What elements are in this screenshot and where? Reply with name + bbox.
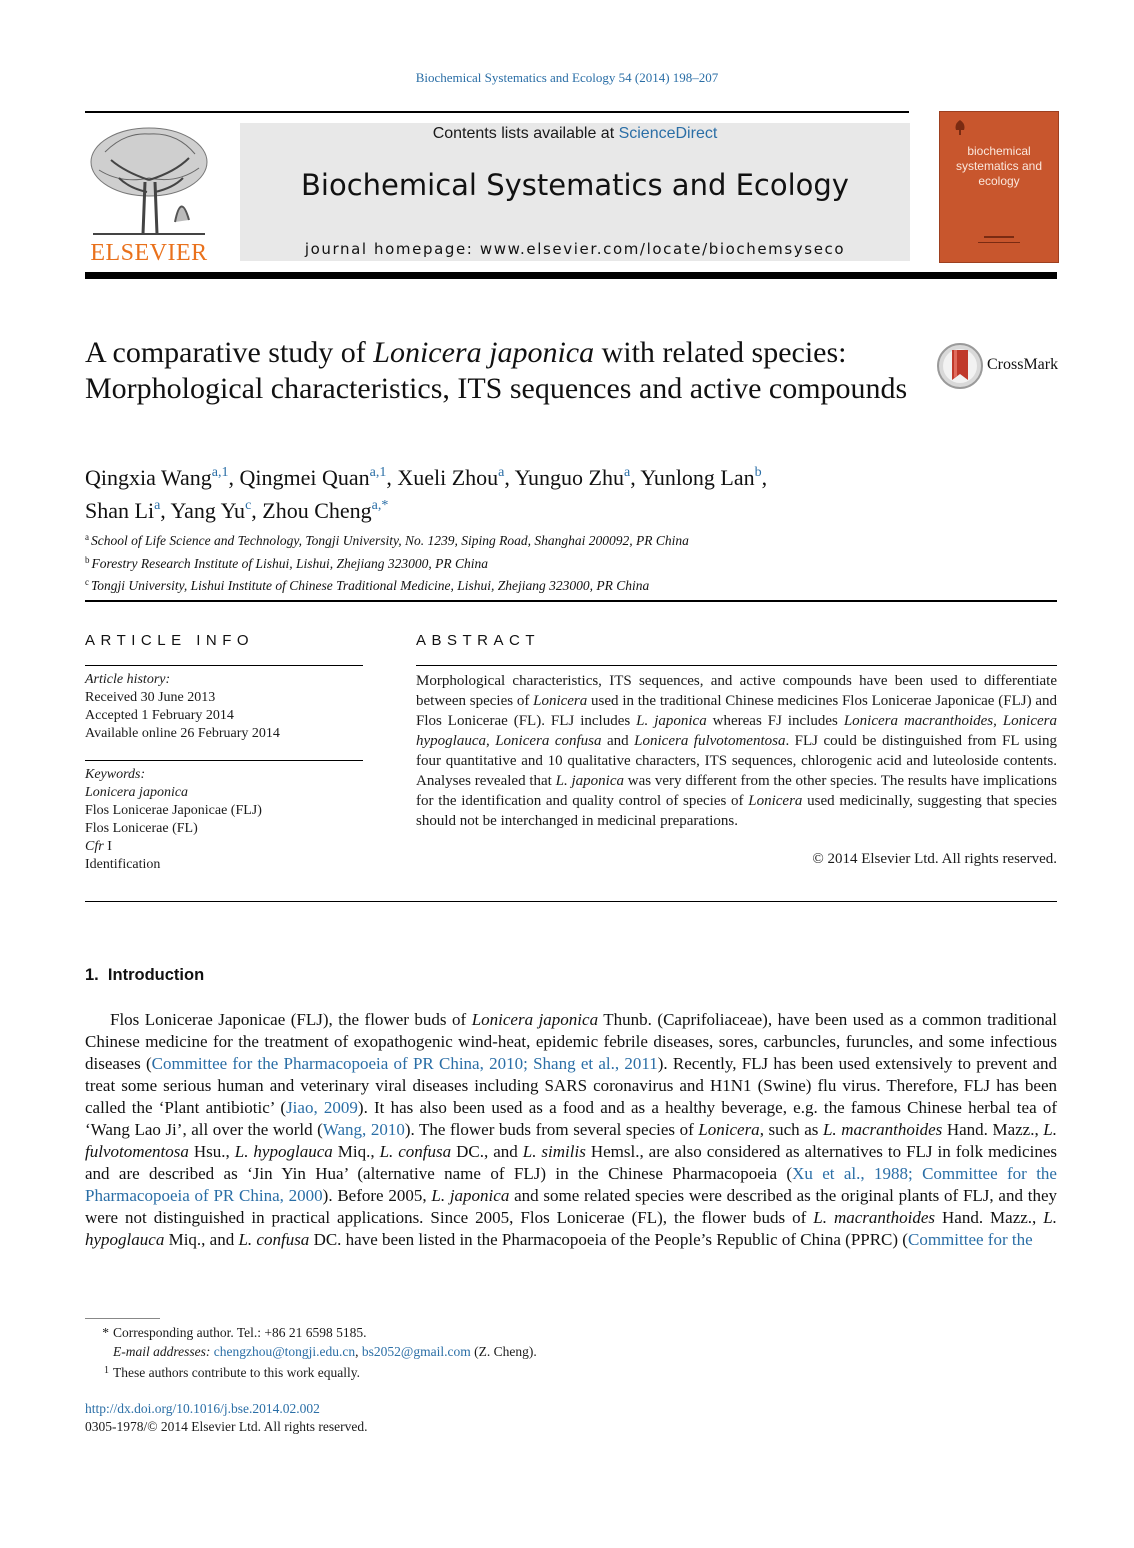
author-name[interactable]: Zhou Cheng bbox=[262, 498, 372, 523]
text-run: DC., and bbox=[451, 1142, 523, 1161]
section-divider bbox=[85, 600, 1057, 602]
text-run: ). Recently, FLJ has been used extensively to prevent and treat some serious human and veterinary viral diseases including SARS coronavirus and H1N1 (Swine) flu virus. Therefore, FLJ has been called the ‘Plant antibiotic’ ( bbox=[85, 1054, 1057, 1117]
text-run: ). The flower buds from several species of bbox=[404, 1120, 699, 1139]
elsevier-wordmark: ELSEVIER bbox=[90, 240, 208, 266]
email-link[interactable]: bs2052@gmail.com bbox=[361, 1344, 471, 1359]
article-title bbox=[85, 335, 915, 407]
keyword-item: Flos Lonicerae (FL) bbox=[85, 821, 198, 836]
affiliation-text: School of Life Science and Technology, Tongji University, No. 1239, Siping Road, Shanghai 200092, PR China bbox=[91, 533, 689, 548]
crossmark-label: CrossMark bbox=[987, 356, 1059, 373]
email-link[interactable]: chengzhou@tongji.edu.cn bbox=[213, 1344, 356, 1359]
text-run: Miq., and bbox=[164, 1230, 239, 1249]
title-part-2: with related species: Morphological characteristics, ITS sequences and active compounds bbox=[85, 336, 908, 405]
italic-term: Lonicera japonica bbox=[471, 1010, 599, 1029]
italic-term: L. japonica bbox=[636, 713, 707, 729]
history-label: Article history: bbox=[85, 672, 171, 687]
italic-term: L. hypoglauca bbox=[85, 1208, 1058, 1249]
keyword-item: Identification bbox=[85, 857, 161, 872]
text-run: Hand. Mazz., bbox=[935, 1208, 1044, 1227]
keywords bbox=[85, 766, 365, 874]
affiliation-text: Tongji University, Lishui Institute of Chinese Traditional Medicine, Lishui, Zhejiang 323000, PR China bbox=[91, 578, 650, 593]
text-run: , such as bbox=[759, 1120, 823, 1139]
affiliation-mark: c bbox=[85, 577, 89, 587]
section-divider bbox=[85, 901, 1057, 902]
email-footnote: E-mail addresses: chengzhou@tongji.edu.cn, bs2052@gmail.com (Z. Cheng). bbox=[113, 1344, 537, 1359]
keyword-item bbox=[85, 838, 365, 856]
text-run: used medicinally, suggesting that species should not be interchanged in medicinal preparations. bbox=[416, 793, 1058, 829]
crossmark-icon bbox=[936, 342, 984, 390]
journal-citation-link[interactable]: Biochemical Systematics and Ecology 54 (2014) 198–207 bbox=[415, 70, 719, 85]
italic-term: L. japonica bbox=[555, 773, 624, 789]
citation-link[interactable]: Committee for the Pharmacopoeia of PR China, 2010; Shang et al., 2011 bbox=[151, 1054, 658, 1073]
citation-link[interactable]: Committee for the bbox=[907, 1230, 1033, 1249]
italic-term: Lonicera hypoglauca bbox=[416, 713, 1057, 749]
accepted-date: Accepted 1 February 2014 bbox=[85, 708, 234, 723]
equal-contribution-text: These authors contribute to this work equally. bbox=[113, 1365, 360, 1380]
keywords-label: Keywords: bbox=[85, 767, 146, 782]
cover-divider bbox=[978, 242, 1020, 243]
author-list: Qingxia Wang$^{a,1}$, Qingmei Quan$^{a,1}$, Xueli Zhou$^a$, Yunguo Zhu$^a$, Yunlong Lan$^b$, Shan Li$^a$, Yang Yu$^c$, Zhou Cheng$^{a,*}$ bbox=[85, 465, 768, 523]
email-label: E-mail addresses: bbox=[113, 1344, 211, 1359]
text-run: was very different from the other species. The results have implications for the identification and quality control of species of bbox=[416, 773, 1057, 809]
affiliation-mark: b bbox=[85, 554, 90, 565]
keyword-cfr-suffix: I bbox=[103, 839, 112, 854]
affiliation-text: Forestry Research Institute of Lishui, Lishui, Zhejiang 323000, PR China bbox=[91, 555, 488, 571]
text-run: Flos Lonicerae Japonicae (FLJ), the flower buds of bbox=[110, 1010, 472, 1029]
abstract-heading: ABSTRACT bbox=[416, 632, 541, 649]
affiliation-item bbox=[85, 528, 985, 551]
author-name[interactable]: Shan Li bbox=[85, 498, 155, 523]
abstract-copyright: © 2014 Elsevier Ltd. All rights reserved. bbox=[812, 851, 1057, 867]
author-name[interactable]: Xueli Zhou bbox=[397, 465, 499, 490]
author-name[interactable]: Qingmei Quan bbox=[239, 465, 370, 490]
email-owner: (Z. Cheng). bbox=[470, 1344, 537, 1359]
sciencedirect-link[interactable]: ScienceDirect bbox=[618, 125, 718, 142]
affiliation-mark: a bbox=[85, 532, 89, 542]
author-affiliation-mark[interactable]: a,1 bbox=[369, 465, 387, 480]
introduction-heading: 1. Introduction bbox=[85, 966, 205, 984]
text-run: , bbox=[993, 713, 1003, 729]
text-run: . FLJ could be distinguished from FL using four quantitative and 10 qualitative characters, ITS sequences, chlorogenic acid and luteoloside contents. Analyses revealed that bbox=[416, 733, 1057, 789]
crossmark-button[interactable] bbox=[936, 342, 1066, 390]
contents-prefix: Contents lists available at bbox=[432, 125, 619, 142]
italic-term: L. similis bbox=[522, 1142, 586, 1161]
text-run: used in the traditional Chinese medicines Flos Lonicerae Japonicae (FLJ) and Flos Lonicerae (FL). FLJ includes bbox=[416, 693, 1057, 729]
italic-term: Lonicera confusa bbox=[495, 733, 602, 749]
abstract-text bbox=[416, 671, 1057, 831]
italic-term: L. macranthoides bbox=[822, 1120, 943, 1139]
article-info-rule bbox=[85, 665, 363, 666]
cover-sciencedirect-mark bbox=[984, 236, 1014, 238]
journal-homepage-link[interactable]: journal homepage: www.elsevier.com/locate/biochemsyseco bbox=[304, 240, 846, 258]
text-run: DC. have been listed in the Pharmacopoeia of the People’s Republic of China (PPRC) ( bbox=[309, 1230, 908, 1249]
corresponding-footnote bbox=[85, 1323, 985, 1342]
author-name[interactable]: Yang Yu bbox=[170, 498, 246, 523]
title-species: Lonicera japonica bbox=[373, 336, 595, 369]
italic-term: Lonicera macranthoides bbox=[843, 713, 994, 729]
received-date: Received 30 June 2013 bbox=[85, 690, 216, 705]
italic-term: L. japonica bbox=[431, 1186, 510, 1205]
citation-link[interactable]: Jiao, 2009 bbox=[286, 1098, 358, 1117]
keyword-cfr: Cfr bbox=[85, 839, 104, 854]
footnote-mark: 1 bbox=[104, 1365, 109, 1376]
online-date: Available online 26 February 2014 bbox=[85, 726, 280, 741]
author-name[interactable]: Qingxia Wang bbox=[85, 465, 212, 490]
journal-title: Biochemical Systematics and Ecology bbox=[301, 168, 849, 202]
doi-link[interactable]: http://dx.doi.org/10.1016/j.bse.2014.02.002 bbox=[85, 1401, 320, 1416]
keywords-rule bbox=[85, 760, 363, 761]
keyword-item: Flos Lonicerae Japonicae (FLJ) bbox=[85, 803, 262, 818]
author-affiliation-mark[interactable]: c bbox=[245, 498, 252, 513]
masthead-top-rule bbox=[85, 111, 909, 113]
citation-link[interactable]: Xu et al., 1988; Committee for the Pharmacopoeia of PR China, 2000 bbox=[85, 1164, 1057, 1205]
author-name[interactable]: Yunguo Zhu bbox=[514, 465, 624, 490]
elsevier-tree-icon bbox=[85, 122, 213, 240]
cover-logo-icon bbox=[952, 118, 968, 136]
doi-block bbox=[85, 1400, 367, 1436]
equal-contribution-footnote bbox=[85, 1361, 985, 1382]
text-run: Hand. Mazz., bbox=[942, 1120, 1044, 1139]
italic-term: L. macranthoides bbox=[813, 1208, 936, 1227]
italic-term: L. hypoglauca bbox=[234, 1142, 333, 1161]
journal-cover-thumbnail[interactable] bbox=[939, 111, 1059, 263]
footnote-mark: * bbox=[102, 1325, 109, 1340]
abstract-rule bbox=[416, 665, 1057, 666]
author-affiliation-mark[interactable]: a,* bbox=[371, 498, 389, 513]
italic-term: Lonicera bbox=[533, 693, 588, 709]
text-run: , bbox=[485, 733, 496, 749]
cover-title: biochemical systematics and ecology bbox=[955, 144, 1043, 188]
citation-link[interactable]: Wang, 2010 bbox=[322, 1120, 405, 1139]
affiliations bbox=[85, 528, 985, 596]
text-run: Miq., bbox=[332, 1142, 380, 1161]
affiliation-item bbox=[85, 551, 985, 574]
corresponding-text: Corresponding author. Tel.: +86 21 6598 5185. bbox=[113, 1325, 367, 1340]
italic-term: Lonicera bbox=[748, 793, 803, 809]
author-affiliation-mark[interactable]: b bbox=[754, 465, 762, 480]
italic-term: L. confusa bbox=[238, 1230, 310, 1249]
italic-term: Lonicera bbox=[698, 1120, 760, 1139]
text-run: Hsu., bbox=[188, 1142, 235, 1161]
italic-term: L. fulvotomentosa bbox=[85, 1120, 1057, 1161]
text-run: ). Before 2005, bbox=[322, 1186, 432, 1205]
contents-available-line bbox=[240, 125, 910, 143]
footnotes bbox=[85, 1323, 985, 1382]
italic-term: L. confusa bbox=[379, 1142, 452, 1161]
journal-masthead-box bbox=[240, 123, 910, 261]
article-history bbox=[85, 671, 365, 743]
introduction-paragraph bbox=[85, 1009, 1057, 1251]
author-affiliation-mark[interactable]: a bbox=[154, 498, 161, 513]
issn-copyright: 0305-1978/© 2014 Elsevier Ltd. All rights reserved. bbox=[85, 1419, 368, 1434]
text-run: and bbox=[601, 733, 635, 749]
text-run: whereas FJ includes bbox=[706, 713, 844, 729]
masthead-bottom-rule bbox=[85, 272, 1057, 279]
text-run: and some related species were described as the original plants of FLJ, and they were not distinguished in practical applications. Since 2005, Flos Lonicerae (FL), the flower buds of bbox=[85, 1186, 1057, 1227]
affiliation-item bbox=[85, 573, 985, 596]
author-affiliation-mark[interactable]: a,1 bbox=[211, 465, 229, 480]
text-run: Hemsl., are also considered as alternatives to FLJ in folk medicines and are described as ‘Jin Yin Hua’ (alternative name of FLJ) in the Chinese Pharmacopoeia ( bbox=[85, 1142, 1057, 1183]
text-run: Morphological characteristics, ITS sequences, and active compounds have been used to differentiate between species of bbox=[416, 673, 1057, 709]
author-affiliation-mark[interactable]: a bbox=[623, 465, 631, 480]
text-run: ). It has also been used as a food and as a healthy beverage, e.g. the famous Chinese herbal tea of ‘Wang Lao Ji’, all over the world ( bbox=[85, 1098, 1057, 1139]
italic-term: Lonicera fulvotomentosa bbox=[634, 733, 786, 749]
keyword-item: Lonicera japonica bbox=[85, 785, 189, 800]
text-run: Thunb. (Caprifoliaceae), have been used as a common traditional Chinese medicine for the treatment of exopathogenic wind-heat, epidemic febrile diseases, sores, carbuncles, furuncles, and some infectious diseases ( bbox=[85, 1010, 1057, 1073]
author-affiliation-mark[interactable]: a bbox=[498, 465, 505, 480]
author-name[interactable]: Yunlong Lan bbox=[640, 465, 755, 490]
footnote-rule bbox=[85, 1318, 160, 1319]
article-info-heading: ARTICLE INFO bbox=[85, 632, 255, 649]
title-part-1: A comparative study of bbox=[85, 336, 374, 369]
